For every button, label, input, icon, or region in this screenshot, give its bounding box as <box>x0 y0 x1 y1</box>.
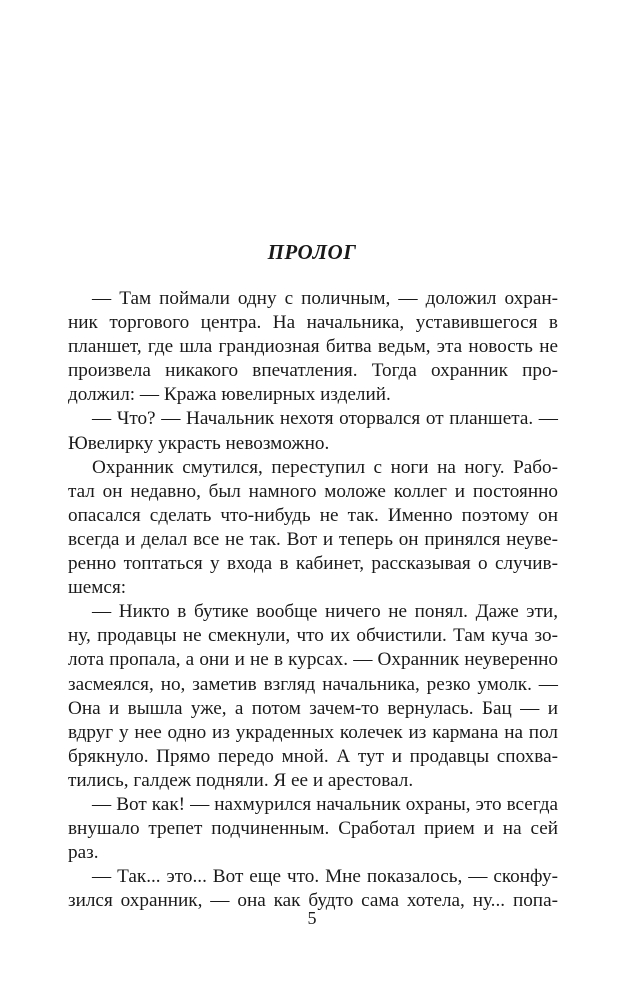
text-line: брякнуло. Прямо передо мной. А тут и продавцы спохва- <box>68 745 558 767</box>
text-line: планшет, где шла грандиозная битва ведьм, эта новость не <box>68 336 558 358</box>
text-line: шемся: <box>68 577 127 599</box>
text-line: Охранник смутился, переступил с ноги на ногу. Рабо- <box>92 456 558 478</box>
text-line: Ювелирку украсть невозможно. <box>68 432 330 454</box>
text-line: засмеялся, но, заметив взгляд начальника, резко умолк. — <box>68 673 558 695</box>
text-line: раз. <box>68 842 99 864</box>
text-line: — Так... это... Вот еще что. Мне показалось, — сконфу- <box>92 866 558 888</box>
text-line: тились, галдеж подняли. Я ее и арестовал. <box>68 769 414 791</box>
page-number: 5 <box>307 908 317 928</box>
text-line: вдруг у нее одно из украденных колечек из кармана на пол <box>68 721 558 743</box>
text-line: должил: — Кража ювелирных изделий. <box>68 384 391 406</box>
chapter-title: ПРОЛОГ <box>267 240 357 264</box>
text-line: — Там поймали одну с поличным, — доложил охран- <box>92 288 558 309</box>
text-line: зился охранник, — она как будто сама хотела, ну... попа- <box>68 890 558 912</box>
text-line: лота пропала, а они и не в курсах. — Охранник неуверенно <box>68 649 558 671</box>
text-line: ник торгового центра. На начальника, уставившегося в <box>68 312 558 334</box>
text-line: тал он недавно, был намного моложе коллег и постоянно <box>68 480 558 502</box>
text-line: ренно топтаться у входа в кабинет, рассказывая о случив- <box>68 553 558 575</box>
text-line: — Вот как! — нахмурился начальник охраны, это всегда <box>92 793 558 815</box>
text-line: ну, продавцы не смекнули, что их обчистили. Там куча зо- <box>68 625 558 647</box>
text-line: опасался сделать что-нибудь не так. Именно поэтому он <box>68 504 558 526</box>
text-line: Она и вышла уже, а потом зачем-то вернулась. Бац — и <box>68 697 558 719</box>
text-line: — Что? — Начальник нехотя оторвался от планшета. — <box>92 408 558 430</box>
body-text <box>68 287 558 913</box>
text-line: всегда и делал все не так. Вот и теперь он принялся неуве- <box>68 528 558 550</box>
text-line: — Никто в бутике вообще ничего не понял. Даже эти, <box>92 601 558 623</box>
text-line: произвела никакого впечатления. Тогда охранник про- <box>68 360 558 382</box>
text-line: внушало трепет подчиненным. Сработал прием и на сей <box>68 818 558 840</box>
